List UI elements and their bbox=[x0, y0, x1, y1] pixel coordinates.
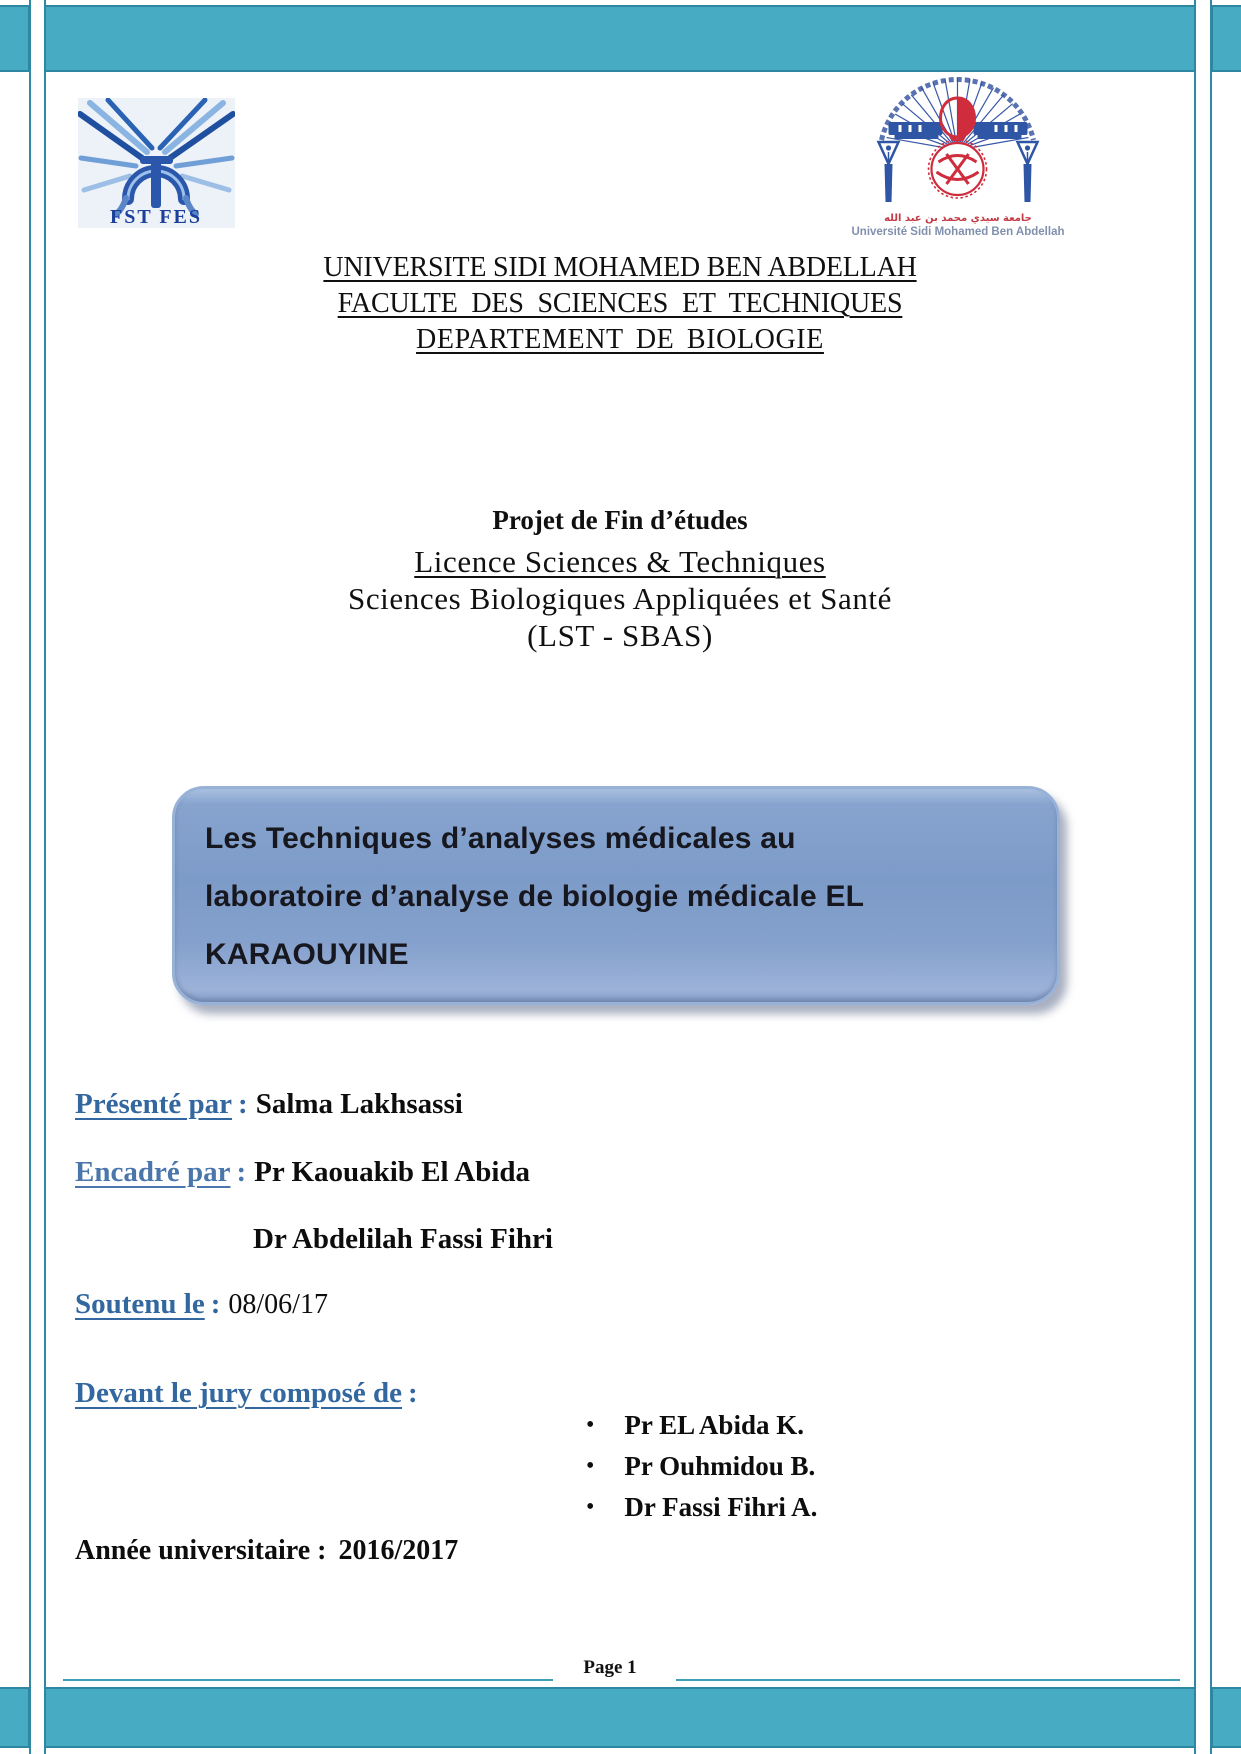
jury-item bbox=[586, 1405, 817, 1446]
fst-fes-logo bbox=[78, 98, 235, 228]
pen-left bbox=[879, 142, 899, 202]
supervised-by-label: Encadré par bbox=[75, 1156, 231, 1188]
degree-block bbox=[44, 543, 1196, 654]
presented-by-label: Présenté par bbox=[75, 1088, 233, 1120]
academic-year-value: 2016/2017 bbox=[338, 1535, 459, 1566]
bullet-icon: • bbox=[586, 1412, 595, 1438]
fst-logo-text: FST FES bbox=[110, 206, 202, 228]
supervisor-2: Dr Abdelilah Fassi Fihri bbox=[253, 1223, 553, 1255]
colon: : bbox=[408, 1377, 418, 1409]
defense-date-value: 08/06/17 bbox=[228, 1289, 328, 1320]
academic-year-label: Année universitaire : bbox=[75, 1535, 327, 1566]
degree-line-1: Licence Sciences & Techniques bbox=[414, 544, 826, 579]
bottom-banner-left-strip bbox=[0, 1687, 30, 1748]
university-logo bbox=[848, 72, 1068, 238]
jury-heading-row bbox=[75, 1377, 426, 1410]
jury-member-1: Pr EL Abida K. bbox=[624, 1410, 804, 1440]
presented-by-row bbox=[75, 1088, 463, 1121]
supervisor-1: Pr Kaouakib El Abida bbox=[254, 1156, 531, 1188]
footer-rule-right bbox=[676, 1679, 1180, 1681]
jury-heading-label: Devant le jury composé de bbox=[75, 1377, 403, 1409]
report-title-box bbox=[172, 786, 1060, 1005]
degree-line-3: (LST - SBAS) bbox=[527, 618, 713, 653]
footer-rule-left bbox=[63, 1679, 553, 1681]
frame-outer-right-rule bbox=[1210, 0, 1212, 1754]
colon: : bbox=[238, 1088, 248, 1120]
defense-date-label: Soutenu le bbox=[75, 1288, 205, 1320]
jury-member-3: Dr Fassi Fihri A. bbox=[624, 1492, 818, 1522]
top-banner-left-strip bbox=[0, 5, 30, 72]
supervised-by-row bbox=[75, 1156, 530, 1189]
university-name: UNIVERSITE SIDI MOHAMED BEN ABDELLAH bbox=[323, 252, 917, 283]
faculty-name: FACULTE DES SCIENCES ET TECHNIQUES bbox=[337, 288, 903, 319]
defense-date-row bbox=[75, 1288, 328, 1321]
university-emblem bbox=[848, 72, 1068, 204]
supervisor-2-row bbox=[253, 1223, 553, 1256]
university-caption: Université Sidi Mohamed Ben Abdellah bbox=[851, 226, 1065, 238]
report-title-line-1: Les Techniques d’analyses médicales au bbox=[205, 822, 796, 855]
jury-item bbox=[586, 1487, 817, 1528]
bottom-banner-right-strip bbox=[1211, 1687, 1241, 1748]
top-banner bbox=[44, 5, 1196, 72]
colon: : bbox=[236, 1156, 247, 1188]
presented-by-value: Salma Lakhsassi bbox=[255, 1088, 463, 1120]
jury-list bbox=[586, 1405, 817, 1528]
report-title-line-2: laboratoire d’analyse de biologie médicale EL bbox=[205, 880, 865, 913]
top-banner-right-strip bbox=[1211, 5, 1241, 72]
colon: : bbox=[210, 1288, 221, 1320]
calligraphy-center bbox=[929, 98, 987, 198]
frame-outer-left-rule bbox=[29, 0, 31, 1754]
bullet-icon: • bbox=[586, 1453, 595, 1479]
bullet-icon: • bbox=[586, 1494, 595, 1520]
jury-item bbox=[586, 1446, 817, 1487]
bottom-banner bbox=[44, 1687, 1196, 1748]
institution-header bbox=[44, 250, 1196, 358]
project-kicker: Projet de Fin d’études bbox=[492, 505, 748, 535]
degree-line-2: Sciences Biologiques Appliquées et Santé bbox=[347, 581, 893, 616]
pen-right bbox=[1018, 142, 1038, 202]
jury-member-2: Pr Ouhmidou B. bbox=[624, 1451, 816, 1481]
page-number: Page 1 bbox=[583, 1657, 637, 1678]
department-name: DEPARTEMENT DE BIOLOGIE bbox=[416, 324, 824, 355]
university-arabic-caption: جامعة سيدي محمد بن عبد الله bbox=[884, 213, 1032, 224]
academic-year-row bbox=[75, 1535, 458, 1567]
report-title-line-3: KARAOUYINE bbox=[205, 938, 409, 971]
